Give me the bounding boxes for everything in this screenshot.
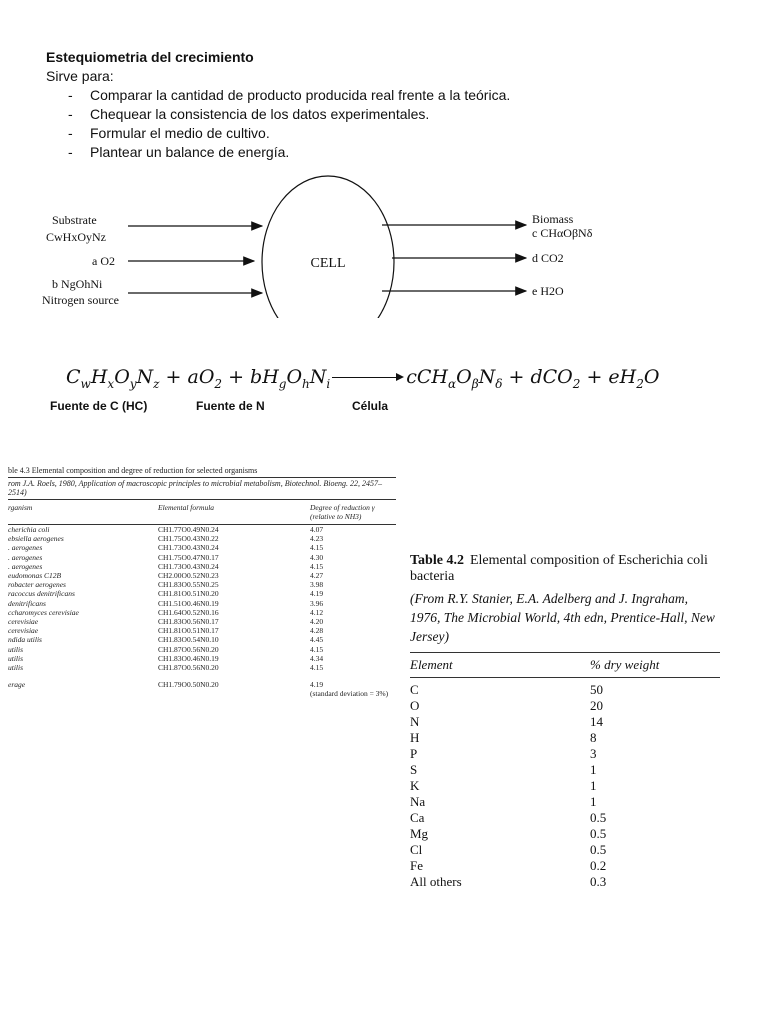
- table-note: (standard deviation = 3%): [310, 689, 389, 699]
- table-4-3: [8, 466, 396, 699]
- table-cell: 4.15: [310, 663, 324, 673]
- table-row: [8, 543, 396, 552]
- table-cell: utilis: [8, 663, 24, 673]
- cell-stoichiometry-diagram: [30, 168, 630, 318]
- table-row: [8, 571, 396, 580]
- table-row: [8, 635, 396, 644]
- table-row: [410, 874, 720, 890]
- table-row: [410, 826, 720, 842]
- table-cell: Na: [410, 794, 426, 809]
- table-row: [8, 589, 396, 598]
- table-4-2: [410, 553, 720, 890]
- nitrogen-formula: b NgOhNi: [52, 277, 103, 291]
- table-row: [8, 534, 396, 543]
- table-cell: 0.2: [590, 858, 607, 873]
- table-cell: 1: [590, 794, 597, 809]
- table-cell: 14: [590, 714, 603, 729]
- table-cell: 4.34: [310, 653, 324, 663]
- water-label: e H2O: [532, 284, 564, 298]
- table-cell: ndida utilis: [8, 635, 42, 645]
- table-cell: 50: [590, 682, 603, 697]
- stoichiometric-equation: $C_wH_xO_yN_z + aO_2 + bH_gO_hN_i$ $cCH_\alpha O_\beta N_\delta + dCO_2 + eH_2O$: [66, 366, 660, 391]
- table-row: [410, 794, 720, 810]
- table-row: [8, 553, 396, 562]
- table-cell: CH1.75O0.43N0.22: [158, 534, 219, 544]
- table-cell: 4.12: [310, 607, 324, 617]
- table-cell: Ca: [410, 810, 425, 825]
- table-cell: CH1.83O0.55N0.25: [158, 580, 219, 590]
- biomass-label: Biomass: [532, 212, 574, 226]
- table-cell: C: [410, 682, 419, 697]
- table-cell: CH1.81O0.51N0.17: [158, 626, 219, 636]
- table-row: [8, 608, 396, 617]
- table-row: [410, 714, 720, 730]
- table-cell: cherichia coli: [8, 525, 50, 535]
- table-cell: 4.28: [310, 626, 324, 636]
- table-cell: 4.15: [310, 561, 324, 571]
- table-cell: CH1.83O0.46N0.19: [158, 653, 219, 663]
- table-cell: 1: [590, 762, 597, 777]
- table-body: [410, 682, 720, 890]
- nitrogen-source-label: Fuente de N: [196, 399, 265, 413]
- table-cell: . aerogenes: [8, 561, 43, 571]
- table-cell: racoccus denitrificans: [8, 589, 75, 599]
- table-row: [8, 562, 396, 571]
- table-cell: 3.98: [310, 580, 324, 590]
- table-cell: 1: [590, 778, 597, 793]
- co2-label: d CO2: [532, 251, 564, 265]
- table-cell: CH1.73O0.43N0.24: [158, 561, 219, 571]
- table-source: (From R.Y. Stanier, E.A. Adelberg and J. Ingraham, 1976, The Microbial World, 4th edn, Prentice-Hall, New Jersey): [410, 591, 715, 644]
- table-cell: P: [410, 746, 418, 761]
- table-cell: 0.3: [590, 874, 607, 889]
- table-row: [410, 682, 720, 698]
- table-cell: CH1.73O0.43N0.24: [158, 543, 219, 553]
- table-cell: Fe: [410, 858, 423, 873]
- intro-section: [46, 48, 510, 162]
- table-caption: ble 4.3 Elemental composition and degree of reduction for selected organisms: [8, 466, 258, 475]
- table-cell: 0.5: [590, 810, 607, 825]
- table-cell: 4.30: [310, 552, 324, 562]
- table-cell: CH1.87O0.56N0.20: [158, 663, 219, 673]
- table-cell: CH1.87O0.56N0.20: [158, 644, 219, 654]
- table-row: [8, 617, 396, 626]
- table-cell: 8: [590, 730, 597, 745]
- table-cell: H: [410, 730, 420, 745]
- table-cell: 3.96: [310, 598, 324, 608]
- table-cell: 4.15: [310, 543, 324, 553]
- table-cell: CH2.00O0.52N0.23: [158, 571, 219, 581]
- table-cell: 4.45: [310, 635, 324, 645]
- table-cell: CH1.83O0.54N0.10: [158, 635, 219, 645]
- table-cell: utilis: [8, 644, 24, 654]
- table-caption: Table 4.2 Elemental composition of Escherichia coli bacteria: [410, 553, 708, 584]
- table-cell: K: [410, 778, 420, 793]
- table-row: [410, 842, 720, 858]
- table-header: [8, 500, 396, 525]
- table-cell: O: [410, 698, 420, 713]
- column-header: Elemental formula: [158, 502, 215, 512]
- column-header: Degree of reduction γ (relative to NH3): [310, 502, 375, 521]
- table-cell: CH1.81O0.51N0.20: [158, 589, 219, 599]
- table-cell: CH1.64O0.52N0.16: [158, 607, 219, 617]
- column-header: Element: [410, 657, 453, 672]
- table-row: [410, 730, 720, 746]
- table-row: [410, 746, 720, 762]
- table-row: [8, 663, 396, 672]
- table-cell: 4.23: [310, 534, 324, 544]
- list-item: - Chequear la consistencia de los datos experimentales.: [68, 106, 430, 122]
- table-cell: utilis: [8, 653, 24, 663]
- column-header: % dry weight: [590, 657, 660, 672]
- column-header: rganism: [8, 502, 33, 512]
- table-row: [8, 525, 396, 534]
- table-row: [410, 698, 720, 714]
- list-item: - Comparar la cantidad de producto producida real frente a la teórica.: [68, 87, 511, 103]
- table-cell: S: [410, 762, 418, 777]
- table-cell: CH1.51O0.46N0.19: [158, 598, 219, 608]
- table-cell: CH1.77O0.49N0.24: [158, 525, 219, 535]
- cell-label-es: Célula: [352, 399, 389, 413]
- table-cell: 4.07: [310, 525, 324, 535]
- table-row: [8, 645, 396, 654]
- table-cell: CH1.75O0.47N0.17: [158, 552, 219, 562]
- list-item: - Formular el medio de cultivo.: [68, 125, 270, 141]
- table-source: rom J.A. Roels, 1980, Application of macroscopic principles to microbial metabolism, Biotechnol. Bioeng. 22, 2457–2514): [8, 477, 396, 499]
- table-cell: All others: [410, 874, 462, 889]
- table-row: [410, 778, 720, 794]
- bullet-list: [46, 86, 510, 162]
- table-cell: eudomonas C12B: [8, 571, 62, 581]
- table-header: [410, 652, 720, 678]
- table-cell: ebsiella aerogenes: [8, 534, 64, 544]
- table-cell: denitrificans: [8, 598, 46, 608]
- table-row: [8, 654, 396, 663]
- list-item: - Plantear un balance de energía.: [68, 144, 290, 160]
- intro-subtitle: Sirve para:: [46, 68, 114, 84]
- page-title: Estequiometria del crecimiento: [46, 49, 254, 65]
- table-cell: 4.27: [310, 571, 324, 581]
- table-cell: 4.19: [310, 589, 324, 599]
- table-cell: CH1.83O0.56N0.17: [158, 617, 219, 627]
- table-cell: ccharomyces cerevisiae: [8, 607, 79, 617]
- reaction-arrow-icon: [332, 373, 404, 383]
- nitrogen-label: Nitrogen source: [42, 293, 119, 307]
- table-row-average: erage CH1.79O0.50N0.20 4.19: [8, 680, 324, 690]
- table-cell: Mg: [410, 826, 429, 841]
- table-cell: Cl: [410, 842, 423, 857]
- table-cell: 4.15: [310, 644, 324, 654]
- table-cell: 0.5: [590, 826, 607, 841]
- table-cell: N: [410, 714, 420, 729]
- table-row: [410, 858, 720, 874]
- substrate-formula: CwHxOyNz: [46, 230, 106, 244]
- table-cell: robacter aerogenes: [8, 580, 66, 590]
- table-cell: cerevisiae: [8, 626, 39, 636]
- table-row: [8, 599, 396, 608]
- table-cell: cerevisiae: [8, 617, 39, 627]
- table-body: [8, 525, 396, 672]
- substrate-label: Substrate: [52, 213, 97, 227]
- table-cell: 3: [590, 746, 597, 761]
- cell-ellipse: [262, 176, 394, 318]
- oxygen-label: a O2: [92, 254, 115, 268]
- cell-label: CELL: [310, 256, 346, 271]
- table-cell: 0.5: [590, 842, 607, 857]
- table-cell: 20: [590, 698, 603, 713]
- table-cell: . aerogenes: [8, 552, 43, 562]
- table-row: [8, 626, 396, 635]
- carbon-source-label: Fuente de C (HC): [50, 399, 148, 413]
- table-cell: . aerogenes: [8, 543, 43, 553]
- table-row: [410, 810, 720, 826]
- table-cell: 4.20: [310, 617, 324, 627]
- table-row: [8, 580, 396, 589]
- biomass-formula: c CHαOβNδ: [532, 226, 593, 240]
- table-row: [410, 762, 720, 778]
